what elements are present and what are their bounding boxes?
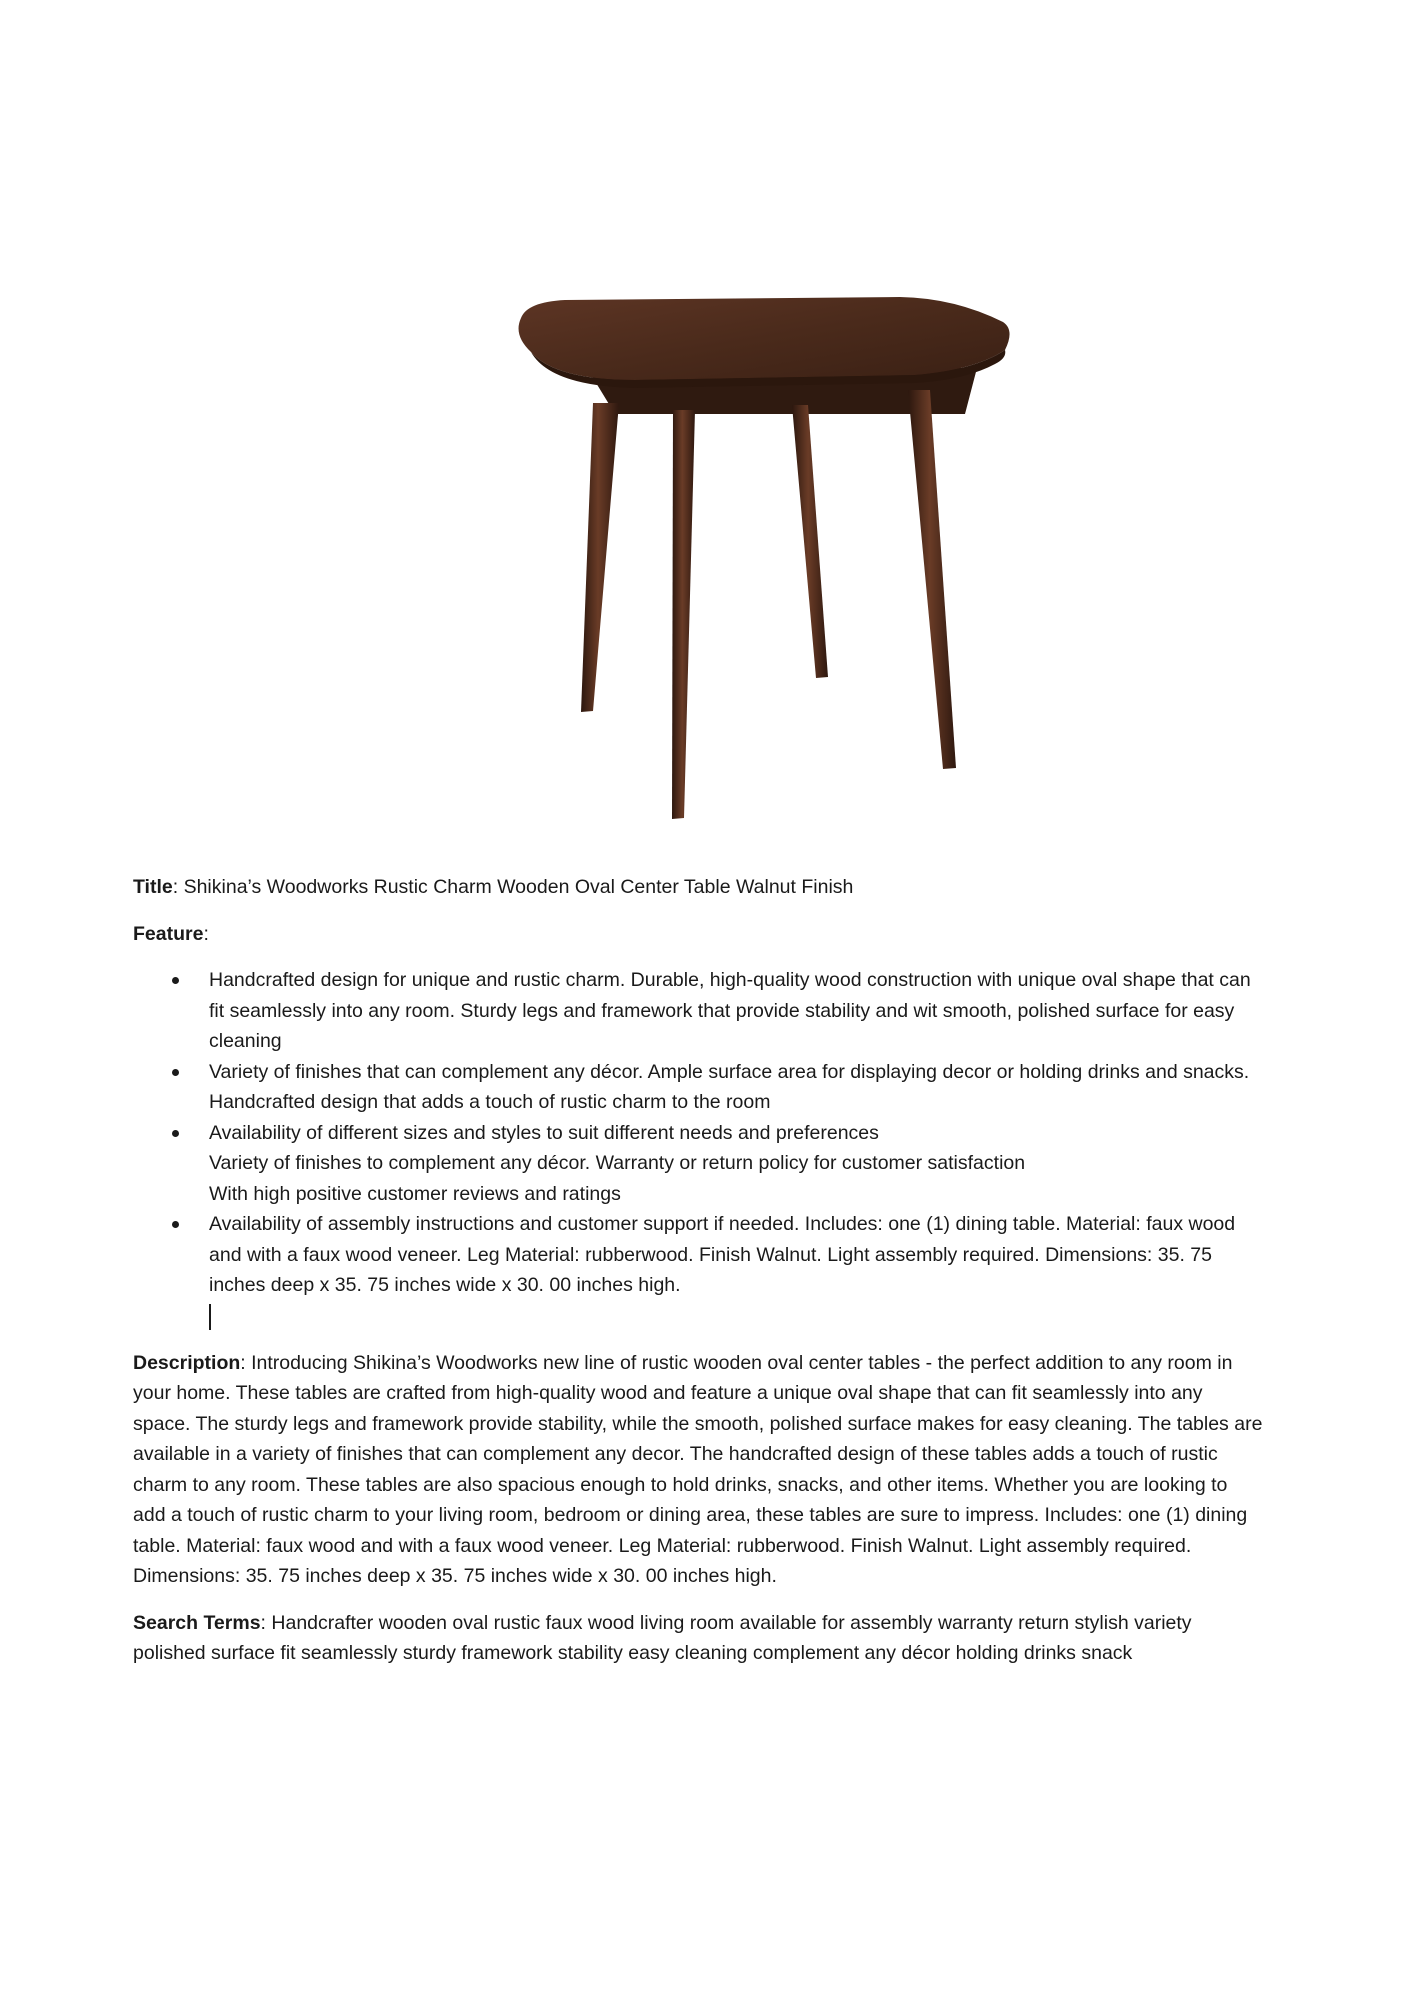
- feature-item: [209, 1118, 1263, 1210]
- feature-label: Feature: [133, 922, 204, 945]
- text-cursor[interactable]: [209, 1304, 211, 1330]
- product-image: [495, 280, 1025, 840]
- description-label: Description: [133, 1351, 241, 1374]
- feature-line: Availability of assembly instructions and customer support if needed. Includes: one (1) dining table. Material: faux wood and with a faux wood veneer. Leg Material: rubberwood. Finish Walnut. Light assembly required. Dimensions: 35. 75 inches deep x 35. 75 inches wide x 30. 00 inches high.: [209, 1213, 1236, 1296]
- feature-line: Variety of finishes that can complement any décor. Ample surface area for displaying decor or holding drinks and snacks. Handcrafted design that adds a touch of rustic charm to the room: [209, 1060, 1250, 1113]
- table-photo-icon: [495, 280, 1025, 840]
- feature-line: With high positive customer reviews and ratings: [209, 1182, 621, 1205]
- title-paragraph: Title: Shikina’s Woodworks Rustic Charm Wooden Oval Center Table Walnut Finish: [133, 876, 854, 898]
- feature-line: Variety of finishes to complement any décor. Warranty or return policy for customer satisfaction: [209, 1152, 1026, 1174]
- search-terms-label: Search Terms: [133, 1611, 261, 1634]
- title-value: Shikina’s Woodworks Rustic Charm Wooden Oval Center Table Walnut Finish: [183, 876, 854, 898]
- feature-heading: Feature:: [133, 922, 209, 945]
- feature-item: [209, 1209, 1263, 1330]
- feature-line: Availability of different sizes and styles to suit different needs and preferences: [209, 1121, 879, 1144]
- title-label: Title: [133, 876, 173, 898]
- search-terms-value: Handcrafter wooden oval rustic faux wood living room available for assembly warranty return stylish variety polished surface fit seamlessly sturdy framework stability easy cleaning complement any décor holding drinks snack: [133, 1611, 1192, 1664]
- document-body: [133, 872, 1263, 1685]
- feature-item: [209, 1057, 1263, 1118]
- search-terms-paragraph: Search Terms: Handcrafter wooden oval rustic faux wood living room available for assembly warranty return stylish variety polished surface fit seamlessly sturdy framework stability easy cleaning complement any décor holding drinks snack: [133, 1611, 1192, 1664]
- description-value: Introducing Shikina’s Woodworks new line of rustic wooden oval center tables - the perfect addition to any room in your home. These tables are crafted from high-quality wood and feature a unique oval shape that can fit seamlessly into any space. The sturdy legs and framework provide stability, while the smooth, polished surface makes for easy cleaning. The tables are available in a variety of finishes that can complement any decor. The handcrafted design of these tables adds a touch of rustic charm to any room. These tables are also spacious enough to hold drinks, snacks, and other items. Whether you are looking to add a touch of rustic charm to your living room, bedroom or dining area, these tables are sure to impress. Includes: one (1) dining table. Material: faux wood and with a faux wood veneer. Leg Material: rubberwood. Finish Walnut. Light assembly required. Dimensions: 35. 75 inches deep x 35. 75 inches wide x 30. 00 inches high.: [133, 1351, 1263, 1587]
- description-paragraph: Description: Introducing Shikina’s Woodworks new line of rustic wooden oval center tables - the perfect addition to any room in your home. These tables are crafted from high-quality wood and feature a unique oval shape that can fit seamlessly into any space. The sturdy legs and framework provide stability, while the smooth, polished surface makes for easy cleaning. The tables are available in a variety of finishes that can complement any decor. The handcrafted design of these tables adds a touch of rustic charm to any room. These tables are also spacious enough to hold drinks, snacks, and other items. Whether you are looking to add a touch of rustic charm to your living room, bedroom or dining area, these tables are sure to impress. Includes: one (1) dining table. Material: faux wood and with a faux wood veneer. Leg Material: rubberwood. Finish Walnut. Light assembly required. Dimensions: 35. 75 inches deep x 35. 75 inches wide x 30. 00 inches high.: [133, 1351, 1263, 1587]
- feature-list: [133, 965, 1263, 1330]
- feature-item: [209, 965, 1263, 1057]
- feature-line: Handcrafted design for unique and rustic charm. Durable, high-quality wood construction with unique oval shape that can fit seamlessly into any room. Sturdy legs and framework that provide stability and wit smooth, polished surface for easy cleaning: [209, 969, 1251, 1052]
